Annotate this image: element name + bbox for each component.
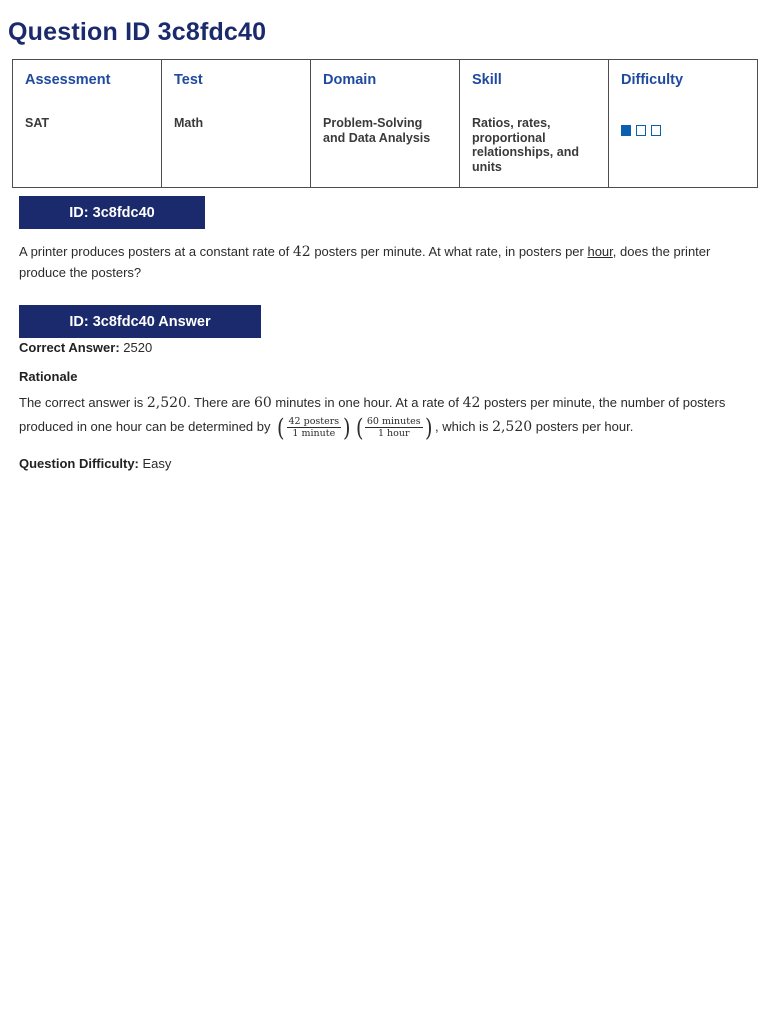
rationale-text-part: The correct answer is	[19, 395, 147, 410]
test-heading: Test	[174, 72, 203, 88]
difficulty-value: Easy	[142, 456, 172, 471]
question-text-part: , does the printer produce the posters?	[19, 244, 711, 280]
assessment-value: SAT	[25, 116, 50, 130]
page-title: Question ID 3c8fdc40	[8, 18, 267, 46]
rationale-text	[19, 391, 744, 440]
fraction-numerator: 42 posters	[288, 416, 340, 428]
rationale-value: 2,520	[492, 419, 533, 435]
right-paren: )	[424, 413, 433, 442]
domain-value: Problem-Solving and Data Analysis	[323, 116, 431, 145]
difficulty-square-icon	[621, 125, 631, 136]
rate-value: 42	[292, 244, 311, 260]
fraction-denominator: 1 hour	[377, 428, 410, 440]
rationale-value: 42	[462, 395, 481, 411]
rate-expression	[276, 413, 433, 442]
difficulty-square-icon	[651, 125, 661, 136]
question-meta-table	[12, 59, 758, 188]
domain-heading: Domain	[323, 72, 377, 88]
difficulty-cell	[609, 60, 758, 188]
question-text-part: A printer produces posters at a constant rate of	[19, 244, 293, 259]
rationale-text-part: posters per minute, the number of posters produced in one hour can be determined by	[19, 395, 726, 434]
correct-answer-label: Correct Answer:	[19, 340, 120, 355]
skill-cell	[460, 60, 609, 188]
left-paren: (	[355, 413, 363, 442]
correct-answer	[19, 338, 744, 358]
skill-heading: Skill	[472, 72, 502, 88]
rationale-value: 2,520	[146, 395, 187, 411]
emphasis-word: hour	[587, 244, 613, 259]
rationale-text-part: minutes in one hour. At a rate of	[271, 395, 463, 410]
question-text	[19, 242, 744, 282]
fraction-denominator: 1 minute	[292, 428, 336, 440]
question-difficulty	[19, 454, 744, 474]
left-paren: (	[277, 413, 285, 442]
test-value: Math	[174, 116, 204, 130]
fraction	[287, 416, 342, 439]
difficulty-heading: Difficulty	[621, 72, 684, 88]
domain-cell	[311, 60, 460, 188]
question-id-bar: ID: 3c8fdc40	[19, 196, 205, 229]
rationale-heading: Rationale	[19, 369, 78, 384]
difficulty-indicator	[621, 125, 661, 136]
rationale-text-part: . There are	[186, 395, 254, 410]
rationale-value: 60	[253, 395, 272, 411]
test-cell	[162, 60, 311, 188]
rationale-text-part: posters per hour.	[532, 419, 634, 434]
answer-id-bar: ID: 3c8fdc40 Answer	[19, 305, 261, 338]
difficulty-square-icon	[636, 125, 646, 136]
question-text-part: posters per minute. At what rate, in posters per	[310, 244, 588, 259]
fraction	[365, 416, 423, 439]
fraction-numerator: 60 minutes	[366, 416, 421, 428]
assessment-heading: Assessment	[25, 72, 111, 88]
skill-value: Ratios, rates, proportional relationships, and units	[472, 116, 579, 174]
rationale-text-part: , which is	[434, 419, 493, 434]
right-paren: )	[343, 413, 351, 442]
correct-answer-value: 2520	[123, 340, 153, 355]
difficulty-label: Question Difficulty:	[19, 456, 139, 471]
assessment-cell	[13, 60, 162, 188]
